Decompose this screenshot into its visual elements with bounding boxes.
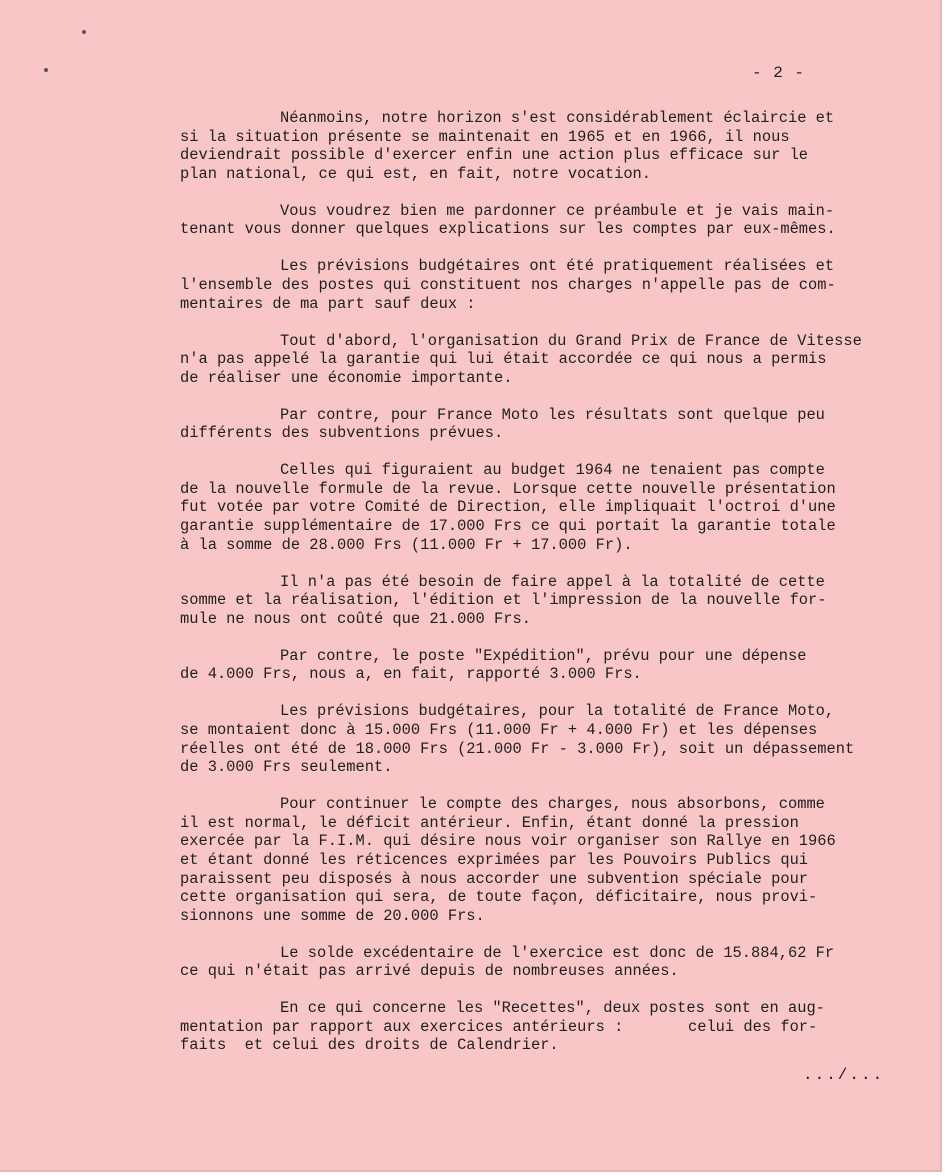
paragraph-line: si la situation présente se maintenait en 1965 et en 1966, il nous [180,127,790,146]
paragraph [180,944,940,981]
continuation-mark: .../... [803,1066,885,1084]
paragraph-first-line: Il n'a pas été besoin de faire appel à la totalité de cette [280,572,825,591]
paragraph-first-line: Vous voudrez bien me pardonner ce préambule et je vais main- [280,201,835,220]
paragraph-first-line: En ce qui concerne les "Recettes", deux postes sont en aug- [280,999,825,1018]
paragraph-line: mule ne nous ont coûté que 21.000 Frs. [180,609,531,628]
paragraph [180,332,940,388]
paragraph-line: somme et la réalisation, l'édition et l'impression de la nouvelle for- [180,591,827,610]
paragraph [180,573,940,629]
paragraph-line: fut votée par votre Comité de Direction, elle impliquait l'octroi d'une [180,498,836,517]
paragraph [180,702,940,776]
paragraph-line: sionnons une somme de 20.000 Frs. [180,906,485,925]
paragraph-line: ce qui n'était pas arrivé depuis de nombreuses années. [180,962,679,981]
paragraph-line: n'a pas appelé la garantie qui lui était accordée ce qui nous a permis [180,350,827,369]
punch-mark-top [82,30,86,34]
paragraph-line: de la nouvelle formule de la revue. Lorsque cette nouvelle présentation [180,479,836,498]
paragraph [180,647,940,684]
paragraph [180,406,940,443]
paragraph-line: de 4.000 Frs, nous a, en fait, rapporté 3.000 Frs. [180,665,642,684]
paragraph-first-line: Par contre, le poste "Expédition", prévu pour une dépense [280,646,807,665]
paragraph-line: paraissent peu disposés à nous accorder une subvention spéciale pour [180,869,809,888]
paragraph-line: de réaliser une économie importante. [180,368,513,387]
paragraph-line: mentation par rapport aux exercices antérieurs : celui des for- [180,1017,818,1036]
paragraph-line: réelles ont été de 18.000 Frs (21.000 Fr - 3.000 Fr), soit un dépassement [180,739,855,758]
paragraph-line: mentaires de ma part sauf deux : [180,294,476,313]
paragraph-line: de 3.000 Frs seulement. [180,758,393,777]
paragraph [180,109,940,183]
paragraph [180,795,940,925]
paragraph-line: garantie supplémentaire de 17.000 Frs ce qui portait la garantie totale [180,517,836,536]
paragraph-first-line: Les prévisions budgétaires, pour la totalité de France Moto, [280,702,835,721]
paragraph-line: il est normal, le déficit antérieur. Enfin, étant donné la pression [180,813,799,832]
paragraph-line: l'ensemble des postes qui constituent nos charges n'appelle pas de com- [180,275,836,294]
paragraph-first-line: Pour continuer le compte des charges, nous absorbons, comme [280,795,825,814]
page-number: - 2 - [752,64,806,82]
paragraph-line: se montaient donc à 15.000 Frs (11.000 Fr + 4.000 Fr) et les dépenses [180,720,818,739]
paragraph-line: faits et celui des droits de Calendrier. [180,1036,559,1055]
paragraph-first-line: Tout d'abord, l'organisation du Grand Prix de France de Vitesse [280,331,862,350]
paragraph-line: différents des subventions prévues. [180,424,504,443]
paragraph-line: tenant vous donner quelques explications sur les comptes par eux-mêmes. [180,220,836,239]
paragraph-first-line: Néanmoins, notre horizon s'est considérablement éclaircie et [280,109,835,127]
paragraph-line: cette organisation qui sera, de toute façon, déficitaire, nous provi- [180,888,818,907]
paragraph-first-line: Le solde excédentaire de l'exercice est donc de 15.884,62 Fr [280,943,835,962]
paragraph [180,257,940,313]
paragraph-first-line: Celles qui figuraient au budget 1964 ne tenaient pas compte [280,461,825,480]
punch-mark-left [44,68,48,72]
paragraph-line: plan national, ce qui est, en fait, notre vocation. [180,164,652,183]
paragraph-first-line: Par contre, pour France Moto les résultats sont quelque peu [280,405,825,424]
paragraph-line: et étant donné les réticences exprimées par les Pouvoirs Publics qui [180,850,809,869]
paragraph-line: deviendrait possible d'exercer enfin une action plus efficace sur le [180,146,809,165]
paragraph-line: à la somme de 28.000 Frs (11.000 Fr + 17.000 Fr). [180,535,633,554]
paragraph-line: exercée par la F.I.M. qui désire nous voir organiser son Rallye en 1966 [180,832,836,851]
paragraph [180,461,940,554]
letter-body [180,109,940,1073]
paragraph [180,999,940,1055]
paragraph [180,202,940,239]
paragraph-first-line: Les prévisions budgétaires ont été pratiquement réalisées et [280,257,835,276]
